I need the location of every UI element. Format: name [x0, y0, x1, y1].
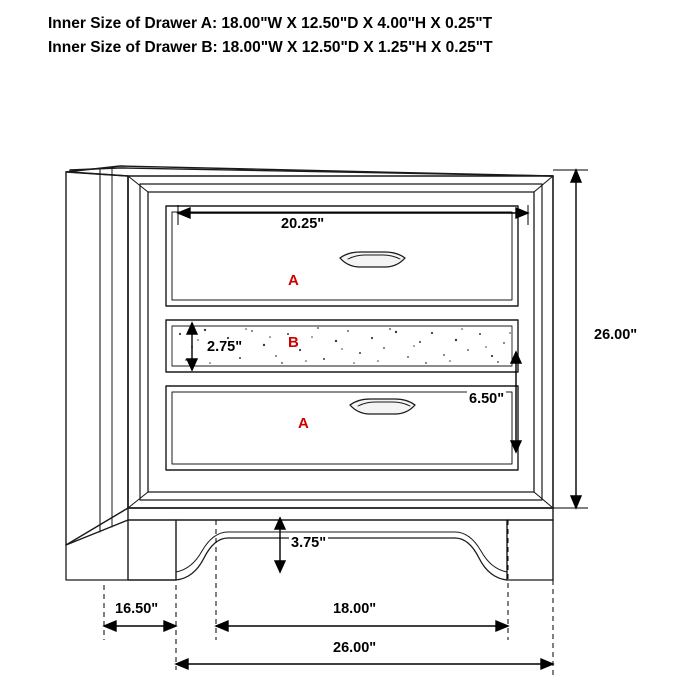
dim-overall-height: 26.00" [594, 327, 638, 343]
drawer-a-bottom-face [166, 386, 518, 470]
leg-left [128, 520, 176, 580]
drawer-a-top-label: A [288, 272, 299, 289]
dim-inner-width: 18.00" [333, 601, 377, 617]
dim-jewelry-drawer-height: 2.75" [207, 339, 243, 355]
header-line-drawer-a: Inner Size of Drawer A: 18.00"W X 12.50"D X 4.00"H X 0.25"T [48, 15, 493, 32]
dim-overall-width: 26.00" [333, 640, 377, 656]
drawer-a-top-handle [340, 252, 405, 267]
apron-right-curve [455, 538, 553, 580]
leg-right [507, 520, 553, 580]
drawer-a-bottom-handle [350, 399, 415, 414]
cabinet-top-surface [66, 166, 553, 176]
dim-lower-drawer-height: 6.50" [469, 391, 505, 407]
apron-left-curve [176, 538, 300, 580]
drawer-b-label: B [288, 334, 299, 351]
header-line-drawer-b: Inner Size of Drawer B: 18.00"W X 12.50"D X 1.25"H X 0.25"T [48, 39, 493, 56]
dim-depth: 16.50" [115, 601, 159, 617]
drawer-a-bottom-label: A [298, 415, 309, 432]
dim-top-width: 20.25" [281, 216, 325, 232]
cabinet-left-side [66, 172, 128, 545]
dim-leg-height: 3.75" [291, 535, 327, 551]
